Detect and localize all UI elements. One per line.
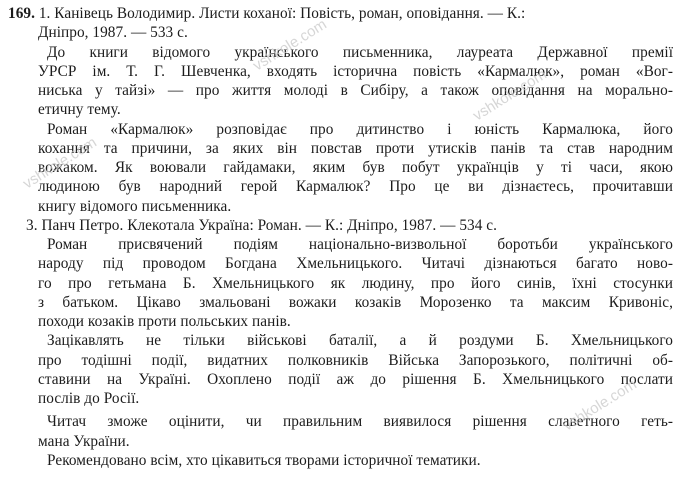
book1-annotation-line: ниська у тайзі» — про життя молоді в Сибіру, а також оповідання на морально- (38, 82, 673, 99)
book1-annotation-line: вожаком. Як воювали гайдамаки, яким був побут українців у ті часи, якою (38, 159, 673, 176)
book3-annotation-line: послів до Росії. (38, 390, 140, 407)
book3-citation-line: 3. Панч Петро. Клекотала Україна: Роман. — К.: Дніпро, 1987. — 534 с. (26, 216, 498, 234)
watermark-text: vshkole.com (470, 65, 550, 125)
book3-annotation-line: з батьком. Цікаво змальовані вожаки козаків Морозенко та максим Кривоніс, (38, 293, 673, 311)
watermark-text: vshkole.com (20, 133, 100, 193)
book3-annotation-line: походи козаків проти польських панів. (38, 313, 291, 330)
book3-annotation-line: го про гетьмана Б. Хмельницького як людину, про його синів, їхні стосунки (38, 274, 673, 292)
book1-citation-line-2: Дніпро, 1987. — 533 с. (38, 24, 188, 42)
book1-annotation-line: УРСР ім. Т. Г. Шевченка, входять історична повість «Кармалюк», роман «Вог- (38, 62, 673, 80)
book1-citation-line-1: 169. 1. Канівець Володимир. Листи коханої: Повість, роман, оповідання. — К.: (8, 5, 526, 22)
book1-annotation-line: Роман «Кармалюк» розповідає про дитинство і юність Кармалюка, його (47, 120, 673, 138)
book3-annotation-line: ставини на Україні. Охоплено події аж до рішення Б. Хмельницького послати (38, 370, 673, 388)
book3-annotation-line: народу під проводом Богдана Хмельницького. Читачі дізнаються багато ново- (38, 255, 673, 273)
book3-annotation-line: мана України. (38, 432, 130, 450)
watermark-text: vshkole.com (250, 15, 330, 75)
book1-annotation-line: кохання та причини, за яких він повстав проти утисків панів та став народним (38, 139, 673, 157)
book3-annotation-line: Зацікавлять не тільки військові баталії, а й роздуми Б. Хмельницького (47, 332, 673, 350)
book1-annotation-line: людиною був народний герой Кармалюк? Про це ви дізнаєтесь, прочитавши (38, 178, 673, 196)
book3-annotation-line: Рекомендовано всім, хто цікавиться творами історичної тематики. (47, 451, 481, 469)
book1-annotation-line: етичну тему. (38, 101, 121, 119)
exercise-number: 169. (8, 5, 35, 22)
watermark-text: vshkole.com (560, 375, 640, 435)
book3-annotation-line: Читач зможе оцінити, чи правильним виявилося рішення славетного геть- (47, 413, 673, 431)
book3-annotation-line: про тодішні події, видатних полковників Війська Запорозького, політичні об- (38, 351, 673, 369)
book3-annotation-line: Роман присвячений подіям національно-визвольної боротьби українського (47, 236, 673, 253)
book1-annotation-line: книгу відомого письменника. (38, 197, 232, 215)
book1-annotation-line: До книги відомого українського письменника, лауреата Державної премії (47, 43, 673, 61)
